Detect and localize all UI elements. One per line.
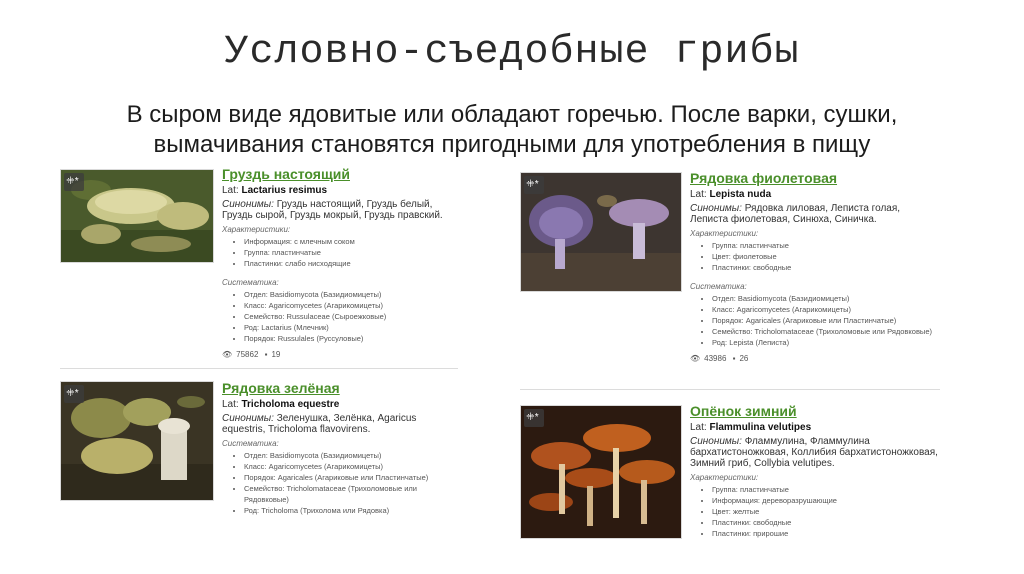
list-item: • Порядок: Agaricales (Агариковые или Пластинчатые) — [712, 315, 940, 326]
card-stats — [690, 354, 940, 363]
characteristics-heading: Характеристики: — [690, 473, 759, 482]
list-item: • Пластинки: слабо нисходящие — [244, 258, 458, 269]
comments-count: 26 — [739, 354, 749, 363]
systematics-list — [222, 450, 458, 516]
views-count: 43986 — [704, 354, 727, 363]
list-item: • Отдел: Basidiomycota (Базидиомицеты) — [244, 450, 458, 461]
latin-name: Lat: Lactarius resimus — [222, 185, 328, 196]
synonyms: Синонимы: Зеленушка, Зелёнка, Agaricus equestris, Tricholoma flavovirens. — [222, 413, 417, 435]
list-item: • Отдел: Basidiomycota (Базидиомицеты) — [712, 293, 940, 304]
latin-name: Lat: Lepista nuda — [690, 189, 772, 200]
mushroom-name-link[interactable]: Рядовка фиолетовая — [690, 170, 838, 186]
systematics-list — [222, 289, 458, 344]
list-item: • Пластинки: прирошие — [712, 528, 940, 539]
views-count: 75862 — [236, 350, 259, 359]
list-item: • Порядок: Agaricales (Агариковые или Пластинчатые) — [244, 472, 458, 483]
synonyms: Синонимы: Рядовка лиловая, Леписта голая, Леписта фиолетовая, Синюха, Синичка. — [690, 203, 901, 225]
mushroom-photo-gruzd[interactable] — [60, 169, 214, 263]
card-stats — [222, 350, 458, 359]
characteristics-list — [690, 484, 940, 539]
slide-subtitle — [40, 100, 984, 160]
mushroom-name-link[interactable]: Рядовка зелёная — [222, 380, 340, 396]
comment-icon: ▪ — [264, 350, 268, 359]
comment-icon: ▪ — [732, 354, 736, 363]
synonyms: Синонимы: Груздь настоящий, Груздь белый, Груздь сырой, Груздь мокрый, Груздь правский. — [222, 199, 443, 221]
slide-title: Условно-съедобные грибы — [224, 30, 800, 75]
eye-icon: 👁 — [222, 350, 233, 359]
systematics-heading: Систематика: — [222, 278, 279, 287]
tag-icon: ꔰ* — [64, 173, 84, 191]
list-item: • Группа: пластинчатые — [712, 484, 940, 495]
comments-count: 19 — [271, 350, 281, 359]
list-item: • Род: Lepista (Леписта) — [712, 337, 940, 348]
list-item: • Семейство: Tricholomataceae (Трихоломовые или Рядовковые) — [244, 483, 458, 505]
characteristics-heading: Характеристики: — [222, 225, 291, 234]
mushroom-name-link[interactable]: Груздь настоящий — [222, 166, 350, 182]
list-item: • Группа: пластинчатые — [244, 247, 458, 258]
divider — [60, 368, 458, 369]
eye-icon: 👁 — [690, 354, 701, 363]
latin-name: Lat: Tricholoma equestre — [222, 399, 340, 410]
divider — [520, 389, 940, 390]
mushroom-name-link[interactable]: Опёнок зимний — [690, 403, 797, 419]
characteristics-list — [690, 240, 940, 273]
list-item: • Класс: Agaricomycetes (Агарикомицеты) — [712, 304, 940, 315]
list-item: • Семейство: Russulaceae (Сыроежковые) — [244, 311, 458, 322]
subtitle-line-2: вымачивания становятся пригодными для употребления в пищу — [153, 131, 871, 158]
characteristics-heading: Характеристики: — [690, 229, 759, 238]
list-item: • Порядок: Russulales (Руссуловые) — [244, 333, 458, 344]
list-item: • Цвет: желтые — [712, 506, 940, 517]
list-item: • Род: Lactarius (Млечник) — [244, 322, 458, 333]
mushroom-photo-ryadovka-violet[interactable] — [520, 172, 682, 292]
list-item: • Цвет: фиолетовые — [712, 251, 940, 262]
tag-icon: ꔰ* — [524, 176, 544, 194]
list-item: • Группа: пластинчатые — [712, 240, 940, 251]
list-item: • Род: Tricholoma (Трихолома или Рядовка) — [244, 505, 458, 516]
tag-icon: ꔰ* — [524, 409, 544, 427]
mushroom-photo-openok-winter[interactable] — [520, 405, 682, 539]
list-item: • Пластинки: свободные — [712, 262, 940, 273]
systematics-list — [690, 293, 940, 348]
tag-icon: ꔰ* — [64, 385, 84, 403]
list-item: • Пластинки: свободные — [712, 517, 940, 528]
synonyms: Синонимы: Фламмулина, Фламмулина бархатистоножковая, Коллибия бархатистоножковая, Зимний гриб, Collybia velutipes. — [690, 436, 938, 469]
list-item: • Класс: Agaricomycetes (Агарикомицеты) — [244, 300, 458, 311]
list-item: • Отдел: Basidiomycota (Базидиомицеты) — [244, 289, 458, 300]
list-item: • Информация: дереворазрушающие — [712, 495, 940, 506]
systematics-heading: Систематика: — [690, 282, 747, 291]
list-item: • Семейство: Tricholomataceae (Трихоломовые или Рядовковые) — [712, 326, 940, 337]
characteristics-list — [222, 236, 458, 269]
list-item: • Класс: Agaricomycetes (Агарикомицеты) — [244, 461, 458, 472]
latin-name: Lat: Flammulina velutipes — [690, 422, 812, 433]
mushroom-photo-ryadovka-green[interactable] — [60, 381, 214, 501]
systematics-heading: Систематика: — [222, 439, 279, 448]
list-item: • Информация: с млечным соком — [244, 236, 458, 247]
subtitle-line-1: В сыром виде ядовитые или обладают горечью. После варки, сушки, — [126, 101, 898, 128]
